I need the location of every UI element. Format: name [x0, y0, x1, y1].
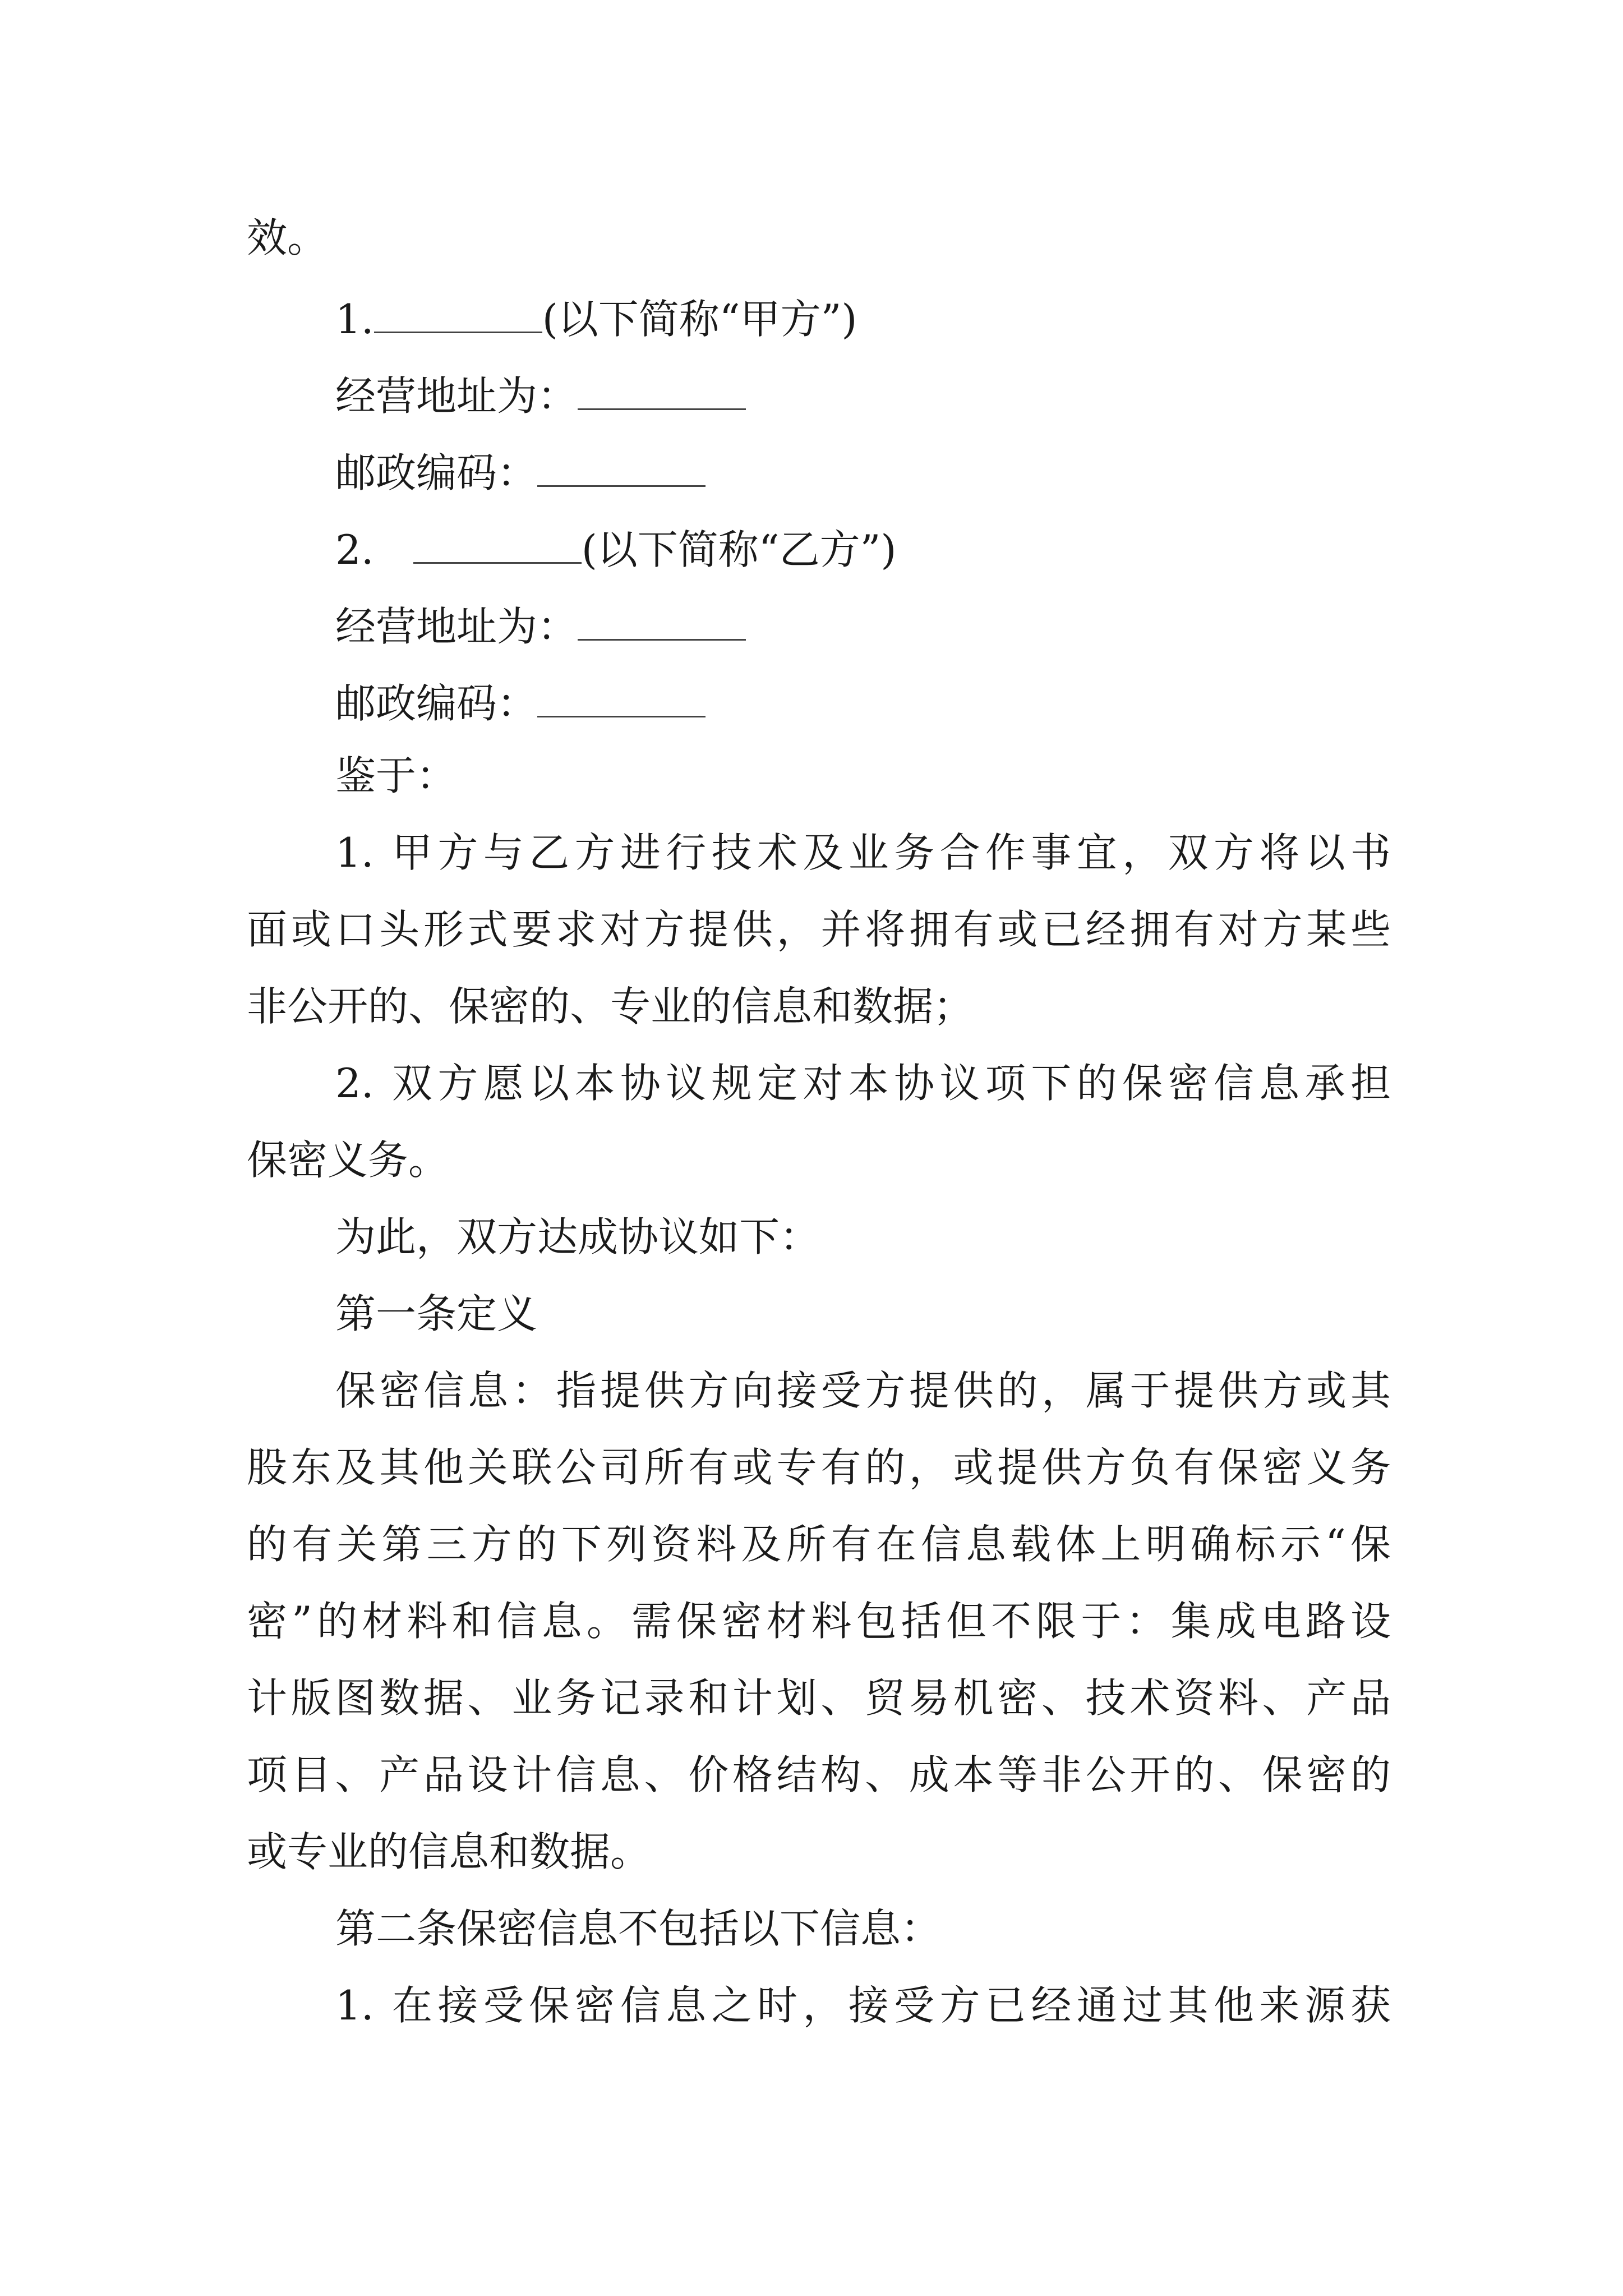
whereas-item-1-line-1: 1. 甲方与乙方进行技术及业务合作事宜，双方将以书 [335, 829, 1391, 876]
party-a-number: 1. [335, 296, 374, 343]
party-a-address-line [335, 371, 1479, 420]
article-2-item-1-line-1: 1. 在接受保密信息之时，接受方已经通过其他来源获 [335, 1982, 1391, 2029]
whereas-item-2-line-2: 保密义务。 [247, 1137, 449, 1184]
party-a-address-blank [578, 371, 746, 410]
party-b-postcode-label: 邮政编码： [335, 680, 538, 727]
party-b-label: (以下简称“乙方”) [581, 526, 897, 573]
article-1-heading: 第一条定义 [335, 1290, 538, 1337]
party-b-postcode-blank [537, 679, 706, 717]
article-1-line-4: 密”的材料和信息。需保密材料包括但不限于：集成电路设 [247, 1598, 1391, 1645]
paragraph-continuation: 效。 [247, 214, 328, 261]
party-b-postcode-line [335, 679, 1479, 727]
party-a-line [335, 295, 1479, 343]
article-1-line-1: 保密信息：指提供方向接受方提供的，属于提供方或其 [335, 1367, 1391, 1414]
party-a-name-blank [374, 295, 542, 333]
whereas-heading: 鉴于： [335, 752, 457, 799]
party-b-address-line [335, 602, 1479, 650]
party-b-address-blank [578, 602, 746, 641]
agreement-intro: 为此，双方达成协议如下： [335, 1213, 820, 1260]
article-2-heading: 第二条保密信息不包括以下信息： [335, 1905, 942, 1952]
party-b-address-label: 经营地址为： [335, 603, 578, 650]
party-a-label: (以下简称“甲方”) [542, 296, 857, 343]
party-a-postcode-label: 邮政编码： [335, 449, 538, 496]
party-a-postcode-blank [537, 448, 706, 487]
whereas-item-1-line-2: 面或口头形式要求对方提供，并将拥有或已经拥有对方某些 [247, 906, 1391, 953]
whereas-item-1-line-3: 非公开的、保密的、专业的信息和数据； [247, 983, 974, 1030]
article-1-line-6: 项目、产品设计信息、价格结构、成本等非公开的、保密的 [247, 1751, 1391, 1798]
article-1-line-7: 或专业的信息和数据。 [247, 1828, 651, 1875]
whereas-item-2-line-1: 2. 双方愿以本协议规定对本协议项下的保密信息承担 [335, 1060, 1391, 1107]
party-b-line [335, 525, 1479, 573]
party-a-postcode-line [335, 448, 1479, 496]
article-1-line-3: 的有关第三方的下列资料及所有在信息载体上明确标示“保 [247, 1521, 1391, 1568]
article-1-line-5: 计版图数据、业务记录和计划、贸易机密、技术资料、产品 [247, 1674, 1391, 1722]
party-b-name-blank [413, 525, 582, 564]
article-1-line-2: 股东及其他关联公司所有或专有的，或提供方负有保密义务 [247, 1444, 1391, 1491]
party-b-number: 2. [335, 526, 374, 573]
party-a-address-label: 经营地址为： [335, 372, 578, 420]
